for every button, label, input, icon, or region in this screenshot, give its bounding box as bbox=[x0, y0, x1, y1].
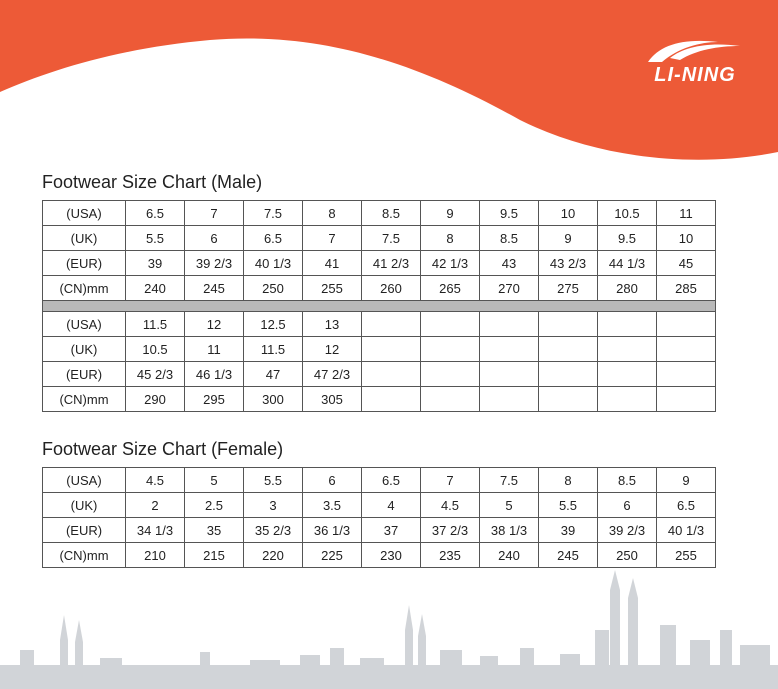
row-label: (EUR) bbox=[43, 362, 126, 387]
male-row-extended-uk bbox=[43, 337, 716, 362]
size-cell: 10 bbox=[657, 226, 716, 251]
size-cell: 12.5 bbox=[244, 312, 303, 337]
size-cell: 2.5 bbox=[185, 493, 244, 518]
male-row-extended-eur bbox=[43, 362, 716, 387]
size-cell: 6.5 bbox=[657, 493, 716, 518]
size-cell: 7.5 bbox=[362, 226, 421, 251]
size-cell: 5.5 bbox=[539, 493, 598, 518]
size-cell: 260 bbox=[362, 276, 421, 301]
size-cell bbox=[421, 312, 480, 337]
size-cell: 8.5 bbox=[598, 468, 657, 493]
size-cell: 7.5 bbox=[480, 468, 539, 493]
size-cell: 8 bbox=[421, 226, 480, 251]
size-cell: 11.5 bbox=[126, 312, 185, 337]
size-cell: 215 bbox=[185, 543, 244, 568]
size-cell: 255 bbox=[303, 276, 362, 301]
row-label: (UK) bbox=[43, 337, 126, 362]
size-cell: 240 bbox=[480, 543, 539, 568]
size-cell: 42 1/3 bbox=[421, 251, 480, 276]
size-cell: 300 bbox=[244, 387, 303, 412]
size-cell: 3.5 bbox=[303, 493, 362, 518]
size-cell: 275 bbox=[539, 276, 598, 301]
size-cell: 41 bbox=[303, 251, 362, 276]
row-label: (CN)mm bbox=[43, 387, 126, 412]
male-chart-title: Footwear Size Chart (Male) bbox=[42, 172, 263, 192]
size-cell bbox=[480, 337, 539, 362]
size-cell: 37 2/3 bbox=[421, 518, 480, 543]
size-cell bbox=[362, 387, 421, 412]
size-cell: 6 bbox=[598, 493, 657, 518]
size-cell: 41 2/3 bbox=[362, 251, 421, 276]
male-row-cnmm bbox=[43, 276, 716, 301]
separator-bar bbox=[43, 301, 716, 312]
size-cell bbox=[657, 312, 716, 337]
male-row-extended-cnmm bbox=[43, 387, 716, 412]
size-cell: 235 bbox=[421, 543, 480, 568]
row-label: (EUR) bbox=[43, 518, 126, 543]
size-cell bbox=[480, 387, 539, 412]
size-cell bbox=[598, 312, 657, 337]
size-cell: 9.5 bbox=[480, 201, 539, 226]
size-cell: 270 bbox=[480, 276, 539, 301]
size-cell: 6 bbox=[185, 226, 244, 251]
size-cell: 5 bbox=[185, 468, 244, 493]
size-cell bbox=[480, 312, 539, 337]
size-cell: 5.5 bbox=[126, 226, 185, 251]
size-cell bbox=[539, 312, 598, 337]
size-cell: 39 2/3 bbox=[185, 251, 244, 276]
size-cell: 37 bbox=[362, 518, 421, 543]
male-row-usa bbox=[43, 201, 716, 226]
size-cell: 34 1/3 bbox=[126, 518, 185, 543]
size-cell: 285 bbox=[657, 276, 716, 301]
size-cell: 7.5 bbox=[244, 201, 303, 226]
size-cell: 210 bbox=[126, 543, 185, 568]
size-cell: 11 bbox=[185, 337, 244, 362]
size-cell: 10.5 bbox=[126, 337, 185, 362]
size-cell bbox=[362, 312, 421, 337]
size-cell: 38 1/3 bbox=[480, 518, 539, 543]
row-label: (USA) bbox=[43, 312, 126, 337]
size-cell: 47 2/3 bbox=[303, 362, 362, 387]
size-cell: 7 bbox=[421, 468, 480, 493]
size-cell: 39 bbox=[539, 518, 598, 543]
size-cell: 46 1/3 bbox=[185, 362, 244, 387]
size-cell: 245 bbox=[539, 543, 598, 568]
size-cell: 225 bbox=[303, 543, 362, 568]
size-cell: 290 bbox=[126, 387, 185, 412]
size-cell: 9.5 bbox=[598, 226, 657, 251]
male-row-uk bbox=[43, 226, 716, 251]
size-cell: 35 2/3 bbox=[244, 518, 303, 543]
size-cell: 240 bbox=[126, 276, 185, 301]
size-cell: 12 bbox=[185, 312, 244, 337]
female-chart-title: Footwear Size Chart (Female) bbox=[42, 439, 284, 459]
size-cell: 47 bbox=[244, 362, 303, 387]
size-cell: 245 bbox=[185, 276, 244, 301]
size-cell bbox=[657, 337, 716, 362]
size-cell: 255 bbox=[657, 543, 716, 568]
size-cell: 43 bbox=[480, 251, 539, 276]
size-cell: 9 bbox=[421, 201, 480, 226]
city-skyline-image bbox=[0, 570, 778, 689]
size-cell: 11 bbox=[657, 201, 716, 226]
size-cell: 3 bbox=[244, 493, 303, 518]
size-cell: 6.5 bbox=[244, 226, 303, 251]
li-ning-logo bbox=[640, 36, 750, 92]
male-size-table bbox=[42, 200, 716, 412]
size-cell: 295 bbox=[185, 387, 244, 412]
size-cell: 10.5 bbox=[598, 201, 657, 226]
size-cell bbox=[657, 387, 716, 412]
size-cell: 11.5 bbox=[244, 337, 303, 362]
size-cell: 4 bbox=[362, 493, 421, 518]
size-cell bbox=[657, 362, 716, 387]
size-cell: 44 1/3 bbox=[598, 251, 657, 276]
row-label: (CN)mm bbox=[43, 543, 126, 568]
size-cell bbox=[598, 387, 657, 412]
size-cell: 6.5 bbox=[126, 201, 185, 226]
row-label: (UK) bbox=[43, 226, 126, 251]
size-cell: 9 bbox=[657, 468, 716, 493]
size-cell: 13 bbox=[303, 312, 362, 337]
size-cell: 12 bbox=[303, 337, 362, 362]
size-cell: 230 bbox=[362, 543, 421, 568]
size-cell: 40 1/3 bbox=[244, 251, 303, 276]
male-row-eur bbox=[43, 251, 716, 276]
size-cell: 4.5 bbox=[421, 493, 480, 518]
size-cell: 45 bbox=[657, 251, 716, 276]
size-cell: 8 bbox=[303, 201, 362, 226]
size-cell bbox=[539, 337, 598, 362]
male-row-extended-usa bbox=[43, 312, 716, 337]
female-row-cnmm bbox=[43, 543, 716, 568]
size-cell: 45 2/3 bbox=[126, 362, 185, 387]
size-cell: 280 bbox=[598, 276, 657, 301]
female-row-usa bbox=[43, 468, 716, 493]
size-cell bbox=[480, 362, 539, 387]
size-cell: 39 bbox=[126, 251, 185, 276]
size-cell: 8.5 bbox=[362, 201, 421, 226]
size-cell: 10 bbox=[539, 201, 598, 226]
size-cell: 7 bbox=[303, 226, 362, 251]
table-separator bbox=[43, 301, 716, 312]
row-label: (CN)mm bbox=[43, 276, 126, 301]
row-label: (EUR) bbox=[43, 251, 126, 276]
size-cell: 7 bbox=[185, 201, 244, 226]
size-cell bbox=[362, 337, 421, 362]
size-cell bbox=[539, 362, 598, 387]
row-label: (USA) bbox=[43, 468, 126, 493]
female-size-table bbox=[42, 467, 716, 568]
size-cell: 36 1/3 bbox=[303, 518, 362, 543]
size-cell bbox=[421, 337, 480, 362]
size-cell: 265 bbox=[421, 276, 480, 301]
size-cell bbox=[598, 362, 657, 387]
size-cell: 35 bbox=[185, 518, 244, 543]
size-cell: 250 bbox=[244, 276, 303, 301]
size-cell: 8 bbox=[539, 468, 598, 493]
size-cell: 5 bbox=[480, 493, 539, 518]
size-cell: 39 2/3 bbox=[598, 518, 657, 543]
size-cell: 9 bbox=[539, 226, 598, 251]
logo-wordmark: LI-NING bbox=[654, 64, 736, 86]
size-cell: 43 2/3 bbox=[539, 251, 598, 276]
size-cell: 8.5 bbox=[480, 226, 539, 251]
size-cell bbox=[421, 387, 480, 412]
size-cell: 220 bbox=[244, 543, 303, 568]
row-label: (UK) bbox=[43, 493, 126, 518]
size-cell bbox=[362, 362, 421, 387]
female-row-eur bbox=[43, 518, 716, 543]
size-cell: 5.5 bbox=[244, 468, 303, 493]
size-cell bbox=[421, 362, 480, 387]
size-cell: 4.5 bbox=[126, 468, 185, 493]
size-cell: 6.5 bbox=[362, 468, 421, 493]
row-label: (USA) bbox=[43, 201, 126, 226]
size-cell: 6 bbox=[303, 468, 362, 493]
size-cell: 40 1/3 bbox=[657, 518, 716, 543]
size-cell: 2 bbox=[126, 493, 185, 518]
size-cell: 250 bbox=[598, 543, 657, 568]
size-cell bbox=[598, 337, 657, 362]
size-cell: 305 bbox=[303, 387, 362, 412]
size-cell bbox=[539, 387, 598, 412]
female-row-uk bbox=[43, 493, 716, 518]
